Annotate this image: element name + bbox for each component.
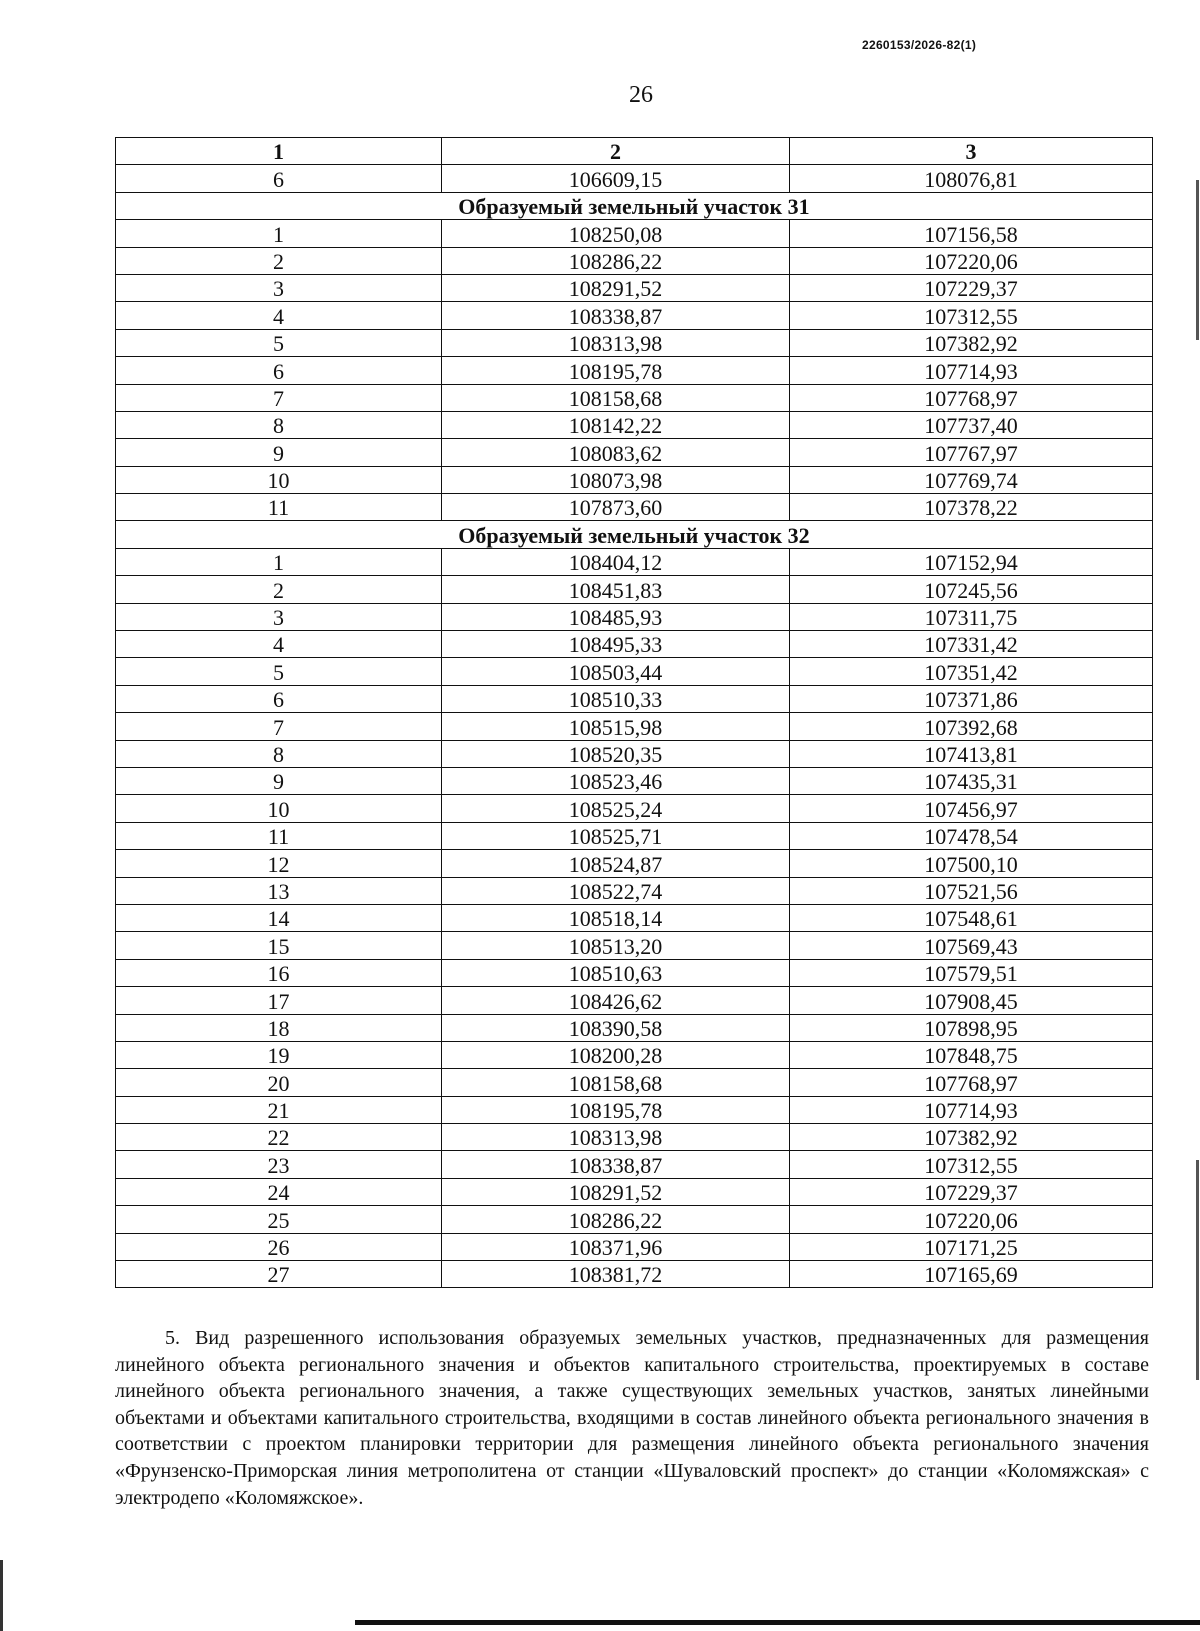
- y-coordinate-cell: 107382,92: [790, 329, 1153, 356]
- table-row: [116, 1069, 1153, 1096]
- y-coordinate-cell: 107156,58: [790, 220, 1153, 247]
- point-number-cell: 26: [116, 1233, 442, 1260]
- point-number-cell: 1: [116, 220, 442, 247]
- point-number-cell: 16: [116, 959, 442, 986]
- point-number-cell: 5: [116, 658, 442, 685]
- x-coordinate-cell: 108510,33: [442, 685, 790, 712]
- point-number-cell: 6: [116, 165, 442, 192]
- table-row: [116, 603, 1153, 630]
- point-number-cell: 9: [116, 767, 442, 794]
- table-row: [116, 220, 1153, 247]
- body-paragraph: [115, 1325, 1149, 1511]
- table-row: [116, 795, 1153, 822]
- table-row: [116, 494, 1153, 521]
- y-coordinate-cell: 107312,55: [790, 1151, 1153, 1178]
- point-number-cell: 24: [116, 1178, 442, 1205]
- x-coordinate-cell: 108485,93: [442, 603, 790, 630]
- y-coordinate-cell: 107769,74: [790, 466, 1153, 493]
- table-row: [116, 439, 1153, 466]
- point-number-cell: 4: [116, 631, 442, 658]
- table-row: [116, 959, 1153, 986]
- y-coordinate-cell: 107898,95: [790, 1014, 1153, 1041]
- table-row: [116, 548, 1153, 575]
- point-number-cell: 18: [116, 1014, 442, 1041]
- y-coordinate-cell: 107312,55: [790, 302, 1153, 329]
- table-row: [116, 466, 1153, 493]
- table-row: [116, 1233, 1153, 1260]
- x-coordinate-cell: 106609,15: [442, 165, 790, 192]
- table-row: [116, 302, 1153, 329]
- x-coordinate-cell: 108286,22: [442, 247, 790, 274]
- page-number-text: 26: [629, 82, 653, 108]
- table-row: [116, 576, 1153, 603]
- x-coordinate-cell: 108513,20: [442, 932, 790, 959]
- x-coordinate-cell: 108495,33: [442, 631, 790, 658]
- table-section-row: [116, 521, 1153, 548]
- point-number-cell: 25: [116, 1206, 442, 1233]
- table-row: [116, 1151, 1153, 1178]
- x-coordinate-cell: 108338,87: [442, 1151, 790, 1178]
- y-coordinate-cell: 107435,31: [790, 767, 1153, 794]
- table-row: [116, 1041, 1153, 1068]
- table-row: [116, 411, 1153, 438]
- table-row: [116, 274, 1153, 301]
- x-coordinate-cell: 108451,83: [442, 576, 790, 603]
- x-coordinate-cell: 108250,08: [442, 220, 790, 247]
- scan-edge-mark: [1196, 1160, 1199, 1380]
- table-row: [116, 631, 1153, 658]
- point-number-cell: 17: [116, 987, 442, 1014]
- section-title: Образуемый земельный участок 32: [116, 521, 1153, 548]
- point-number-cell: 10: [116, 466, 442, 493]
- point-number-cell: 5: [116, 329, 442, 356]
- y-coordinate-cell: 107768,97: [790, 1069, 1153, 1096]
- y-coordinate-cell: 107392,68: [790, 713, 1153, 740]
- x-coordinate-cell: 108338,87: [442, 302, 790, 329]
- point-number-cell: 7: [116, 713, 442, 740]
- table-row: [116, 987, 1153, 1014]
- point-number-cell: 3: [116, 603, 442, 630]
- y-coordinate-cell: 108076,81: [790, 165, 1153, 192]
- table-row: [116, 384, 1153, 411]
- y-coordinate-cell: 107456,97: [790, 795, 1153, 822]
- table-row: [116, 165, 1153, 192]
- point-number-cell: 23: [116, 1151, 442, 1178]
- y-coordinate-cell: 107351,42: [790, 658, 1153, 685]
- x-coordinate-cell: 108404,12: [442, 548, 790, 575]
- point-number-cell: 6: [116, 685, 442, 712]
- table-header-row: [116, 138, 1153, 165]
- point-number-cell: 20: [116, 1069, 442, 1096]
- x-coordinate-cell: 108520,35: [442, 740, 790, 767]
- table-row: [116, 658, 1153, 685]
- coordinates-table-body: [116, 138, 1153, 1288]
- x-coordinate-cell: 108371,96: [442, 1233, 790, 1260]
- x-coordinate-cell: 108291,52: [442, 1178, 790, 1205]
- scan-edge-mark: [0, 1560, 3, 1631]
- x-coordinate-cell: 108518,14: [442, 904, 790, 931]
- x-coordinate-cell: 108200,28: [442, 1041, 790, 1068]
- y-coordinate-cell: 107378,22: [790, 494, 1153, 521]
- table-row: [116, 767, 1153, 794]
- table-section-row: [116, 192, 1153, 219]
- x-coordinate-cell: 108510,63: [442, 959, 790, 986]
- point-number-cell: 9: [116, 439, 442, 466]
- point-number-cell: 10: [116, 795, 442, 822]
- table-row: [116, 850, 1153, 877]
- y-coordinate-cell: 107245,56: [790, 576, 1153, 603]
- x-coordinate-cell: 108426,62: [442, 987, 790, 1014]
- x-coordinate-cell: 108515,98: [442, 713, 790, 740]
- x-coordinate-cell: 108313,98: [442, 1124, 790, 1151]
- point-number-cell: 11: [116, 494, 442, 521]
- paragraph-text: 5. Вид разрешенного использования образуемых земельных участков, предназначенных для размещения линейного объекта регионального значения и объектов капитального строительства, проектируемых в составе линейного объекта регионального значения, а также существующих земельных участков, занятых линейными объектами и объектами капитального строительства, входящими в состав линейного объекта регионального значения в соответствии с проектом планировки территории для размещения линейного объекта регионального значения «Фрунзенско-Приморская линия метрополитена от станции «Шуваловский проспект» до станции «Коломяжская» с электродепо «Коломяжское».: [115, 1327, 1149, 1509]
- x-coordinate-cell: 108083,62: [442, 439, 790, 466]
- point-number-cell: 21: [116, 1096, 442, 1123]
- point-number-cell: 4: [116, 302, 442, 329]
- section-title: Образуемый земельный участок 31: [116, 192, 1153, 219]
- y-coordinate-cell: 107500,10: [790, 850, 1153, 877]
- point-number-cell: 7: [116, 384, 442, 411]
- point-number-cell: 13: [116, 877, 442, 904]
- table-row: [116, 904, 1153, 931]
- point-number-cell: 19: [116, 1041, 442, 1068]
- y-coordinate-cell: 107737,40: [790, 411, 1153, 438]
- table-row: [116, 1178, 1153, 1205]
- x-coordinate-cell: 108286,22: [442, 1206, 790, 1233]
- table-row: [116, 932, 1153, 959]
- table-row: [116, 822, 1153, 849]
- x-coordinate-cell: 108503,44: [442, 658, 790, 685]
- x-coordinate-cell: 108522,74: [442, 877, 790, 904]
- x-coordinate-cell: 108195,78: [442, 1096, 790, 1123]
- point-number-cell: 2: [116, 247, 442, 274]
- table-row: [116, 1014, 1153, 1041]
- table-header-cell: 1: [116, 138, 442, 165]
- point-number-cell: 14: [116, 904, 442, 931]
- y-coordinate-cell: 107220,06: [790, 247, 1153, 274]
- y-coordinate-cell: 107579,51: [790, 959, 1153, 986]
- table-row: [116, 357, 1153, 384]
- point-number-cell: 11: [116, 822, 442, 849]
- y-coordinate-cell: 107311,75: [790, 603, 1153, 630]
- point-number-cell: 1: [116, 548, 442, 575]
- point-number-cell: 8: [116, 740, 442, 767]
- y-coordinate-cell: 107229,37: [790, 1178, 1153, 1205]
- y-coordinate-cell: 107152,94: [790, 548, 1153, 575]
- document-number: 2260153/2026-82(1): [862, 38, 977, 52]
- table-row: [116, 247, 1153, 274]
- y-coordinate-cell: 107478,54: [790, 822, 1153, 849]
- x-coordinate-cell: 108523,46: [442, 767, 790, 794]
- y-coordinate-cell: 107413,81: [790, 740, 1153, 767]
- x-coordinate-cell: 108525,71: [442, 822, 790, 849]
- x-coordinate-cell: 108524,87: [442, 850, 790, 877]
- y-coordinate-cell: 107171,25: [790, 1233, 1153, 1260]
- x-coordinate-cell: 108313,98: [442, 329, 790, 356]
- x-coordinate-cell: 108381,72: [442, 1261, 790, 1288]
- table-row: [116, 685, 1153, 712]
- table-row: [116, 740, 1153, 767]
- x-coordinate-cell: 107873,60: [442, 494, 790, 521]
- point-number-cell: 12: [116, 850, 442, 877]
- y-coordinate-cell: 107714,93: [790, 1096, 1153, 1123]
- point-number-cell: 6: [116, 357, 442, 384]
- y-coordinate-cell: 107229,37: [790, 274, 1153, 301]
- x-coordinate-cell: 108142,22: [442, 411, 790, 438]
- x-coordinate-cell: 108073,98: [442, 466, 790, 493]
- y-coordinate-cell: 107521,56: [790, 877, 1153, 904]
- x-coordinate-cell: 108291,52: [442, 274, 790, 301]
- coordinates-table: [115, 137, 1153, 1288]
- table-row: [116, 1124, 1153, 1151]
- x-coordinate-cell: 108158,68: [442, 1069, 790, 1096]
- point-number-cell: 3: [116, 274, 442, 301]
- point-number-cell: 22: [116, 1124, 442, 1151]
- table-row: [116, 1206, 1153, 1233]
- table-row: [116, 877, 1153, 904]
- y-coordinate-cell: 107371,86: [790, 685, 1153, 712]
- x-coordinate-cell: 108158,68: [442, 384, 790, 411]
- x-coordinate-cell: 108525,24: [442, 795, 790, 822]
- table-header-cell: 3: [790, 138, 1153, 165]
- point-number-cell: 15: [116, 932, 442, 959]
- scan-edge-mark: [1196, 180, 1199, 340]
- table-row: [116, 1096, 1153, 1123]
- y-coordinate-cell: 107220,06: [790, 1206, 1153, 1233]
- table-row: [116, 1261, 1153, 1288]
- table-header-cell: 2: [442, 138, 790, 165]
- y-coordinate-cell: 107908,45: [790, 987, 1153, 1014]
- y-coordinate-cell: 107382,92: [790, 1124, 1153, 1151]
- y-coordinate-cell: 107768,97: [790, 384, 1153, 411]
- table-row: [116, 329, 1153, 356]
- point-number-cell: 8: [116, 411, 442, 438]
- y-coordinate-cell: 107714,93: [790, 357, 1153, 384]
- x-coordinate-cell: 108390,58: [442, 1014, 790, 1041]
- y-coordinate-cell: 107331,42: [790, 631, 1153, 658]
- y-coordinate-cell: 107569,43: [790, 932, 1153, 959]
- y-coordinate-cell: 107767,97: [790, 439, 1153, 466]
- point-number-cell: 27: [116, 1261, 442, 1288]
- point-number-cell: 2: [116, 576, 442, 603]
- scan-bottom-line: [355, 1620, 1200, 1625]
- table-row: [116, 713, 1153, 740]
- y-coordinate-cell: 107848,75: [790, 1041, 1153, 1068]
- y-coordinate-cell: 107165,69: [790, 1261, 1153, 1288]
- y-coordinate-cell: 107548,61: [790, 904, 1153, 931]
- x-coordinate-cell: 108195,78: [442, 357, 790, 384]
